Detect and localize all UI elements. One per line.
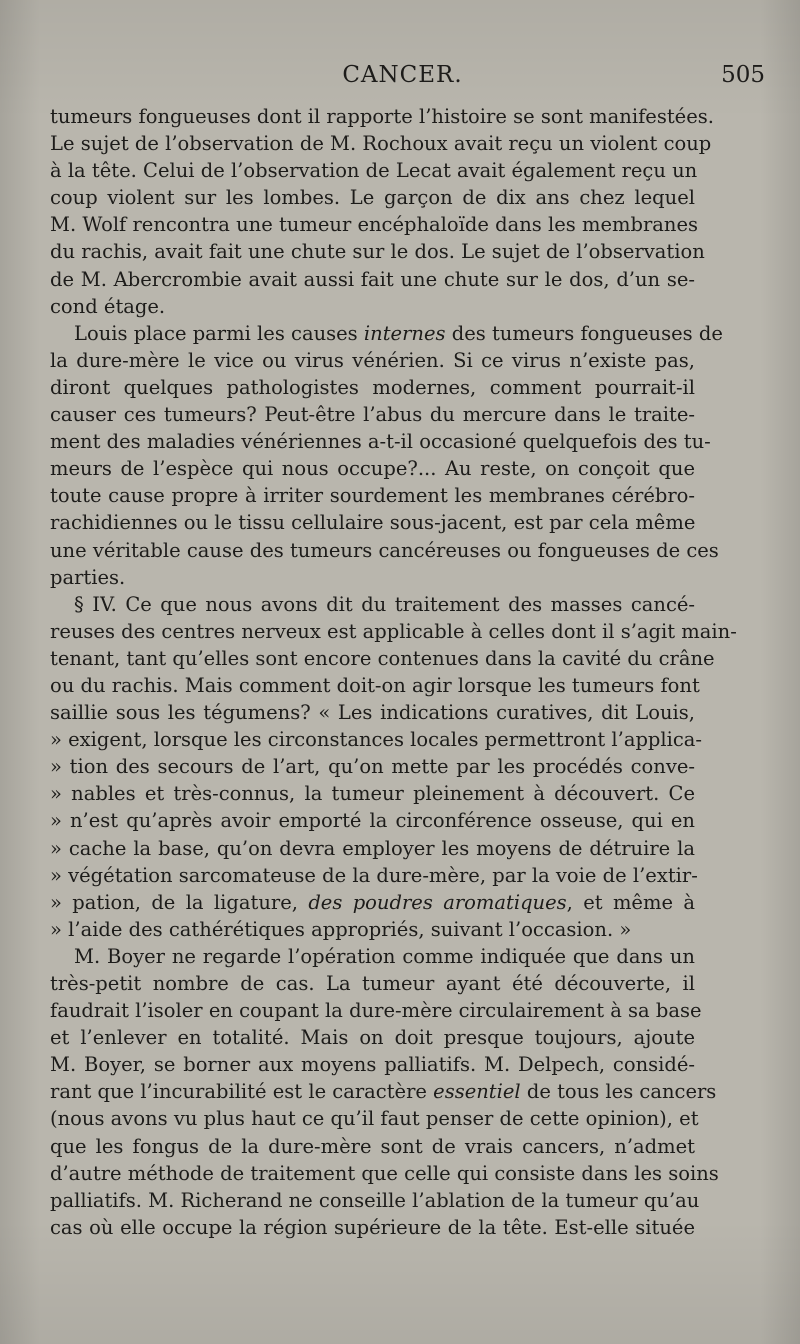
text-line: faudrait l’isoler en coupant la dure-mère circulairement à sa base bbox=[50, 999, 702, 1023]
text-line: tenant, tant qu’elles sont encore contenues dans la cavité du crâne bbox=[50, 646, 715, 670]
text-line: ment des maladies vénériennes a-t-il occasioné quelquefois des tu- bbox=[50, 430, 711, 454]
text-line: que les fongus de la dure-mère sont de vrais cancers, n’admet bbox=[50, 1134, 695, 1158]
text-line: d’autre méthode de traitement que celle qui consiste dans les soins bbox=[50, 1161, 719, 1185]
text-line: causer ces tumeurs? Peut-être l’abus du mercure dans le traite- bbox=[50, 403, 695, 427]
text-line: M. Boyer, se borner aux moyens palliatifs. M. Delpech, considé- bbox=[50, 1053, 695, 1077]
text-line: la dure-mère le vice ou virus vénérien. Si ce virus n’existe pas, bbox=[50, 348, 695, 372]
text-line: une véritable cause des tumeurs cancéreuses ou fongueuses de ces bbox=[50, 538, 719, 562]
running-title: CANCER. bbox=[342, 62, 463, 88]
text-line: de M. Abercrombie avait aussi fait une chute sur le dos, d’un se- bbox=[50, 267, 695, 291]
text-line: saillie sous les tégumens? « Les indications curatives, dit Louis, bbox=[50, 701, 695, 725]
text-line: Louis place parmi les causes internes des tumeurs fongueuses de bbox=[74, 321, 723, 345]
quote-line: » cache la base, qu’on devra employer les moyens de détruire la bbox=[50, 836, 695, 860]
text-line: diront quelques pathologistes modernes, comment pourrait-il bbox=[50, 375, 695, 399]
quote-line: » l’aide des cathérétiques appropriés, suivant l’occasion. » bbox=[50, 917, 632, 941]
text-line: (nous avons vu plus haut ce qu’il faut penser de cette opinion), et bbox=[50, 1107, 699, 1131]
text-line: ou du rachis. Mais comment doit-on agir lorsque les tumeurs font bbox=[50, 673, 700, 697]
text-line: toute cause propre à irriter sourdement les membranes cérébro- bbox=[50, 484, 695, 508]
text-line: très-petit nombre de cas. La tumeur ayant été découverte, il bbox=[50, 972, 695, 995]
quote-line: » végétation sarcomateuse de la dure-mère, par la voie de l’extir- bbox=[50, 863, 698, 887]
running-head bbox=[40, 62, 765, 102]
italic-term: des poudres aromatiques bbox=[308, 890, 567, 914]
text-line: et l’enlever en totalité. Mais on doit presque toujours, ajoute bbox=[50, 1026, 695, 1050]
text-line: reuses des centres nerveux est applicable à celles dont il s’agit main- bbox=[50, 619, 737, 643]
text-line: palliatifs. M. Richerand ne conseille l’ablation de la tumeur qu’au bbox=[50, 1188, 700, 1212]
quote-line: » tion des secours de l’art, qu’on mette par les procédés conve- bbox=[50, 755, 695, 779]
section-heading-line: § IV. Ce que nous avons dit du traitement des masses cancé- bbox=[74, 592, 695, 616]
text-line: tumeurs fongueuses dont il rapporte l’histoire se sont manifestées. bbox=[50, 105, 714, 128]
text-line: rant que l’incurabilité est le caractère essentiel de tous les cancers bbox=[50, 1080, 717, 1104]
text-line: M. Boyer ne regarde l’opération comme indiquée que dans un bbox=[74, 944, 695, 968]
text-line: Le sujet de l’observation de M. Rochoux avait reçu un violent coup bbox=[50, 132, 712, 156]
quote-line: » exigent, lorsque les circonstances locales permettront l’applica- bbox=[50, 728, 703, 752]
text-line: meurs de l’espèce qui nous occupe?... Au reste, on conçoit que bbox=[50, 457, 695, 481]
text-line: cond étage. bbox=[50, 294, 166, 318]
text-line: M. Wolf rencontra une tumeur encéphaloïde dans les membranes bbox=[50, 213, 699, 237]
quote-line: » nables et très-connus, la tumeur pleinement à découvert. Ce bbox=[50, 782, 695, 806]
text-line: à la tête. Celui de l’observation de Lecat avait également reçu un bbox=[50, 159, 698, 183]
text-line: rachidiennes ou le tissu cellulaire sous-jacent, est par cela même bbox=[50, 511, 696, 535]
text-line: cas où elle occupe la région supérieure de la tête. Est-elle située bbox=[50, 1215, 695, 1239]
text-line: parties. bbox=[50, 565, 126, 589]
page-number: 505 bbox=[721, 62, 765, 88]
body-text bbox=[50, 103, 737, 1241]
quote-line: » n’est qu’après avoir emporté la circonférence osseuse, qui en bbox=[50, 809, 695, 833]
italic-term: internes bbox=[363, 321, 446, 345]
text-line: coup violent sur les lombes. Le garçon de dix ans chez lequel bbox=[50, 186, 695, 210]
text-line: du rachis, avait fait une chute sur le dos. Le sujet de l’observation bbox=[50, 240, 705, 264]
italic-term: essentiel bbox=[433, 1080, 521, 1104]
quote-line: » pation, de la ligature, des poudres aromatiques, et même à bbox=[50, 890, 695, 914]
